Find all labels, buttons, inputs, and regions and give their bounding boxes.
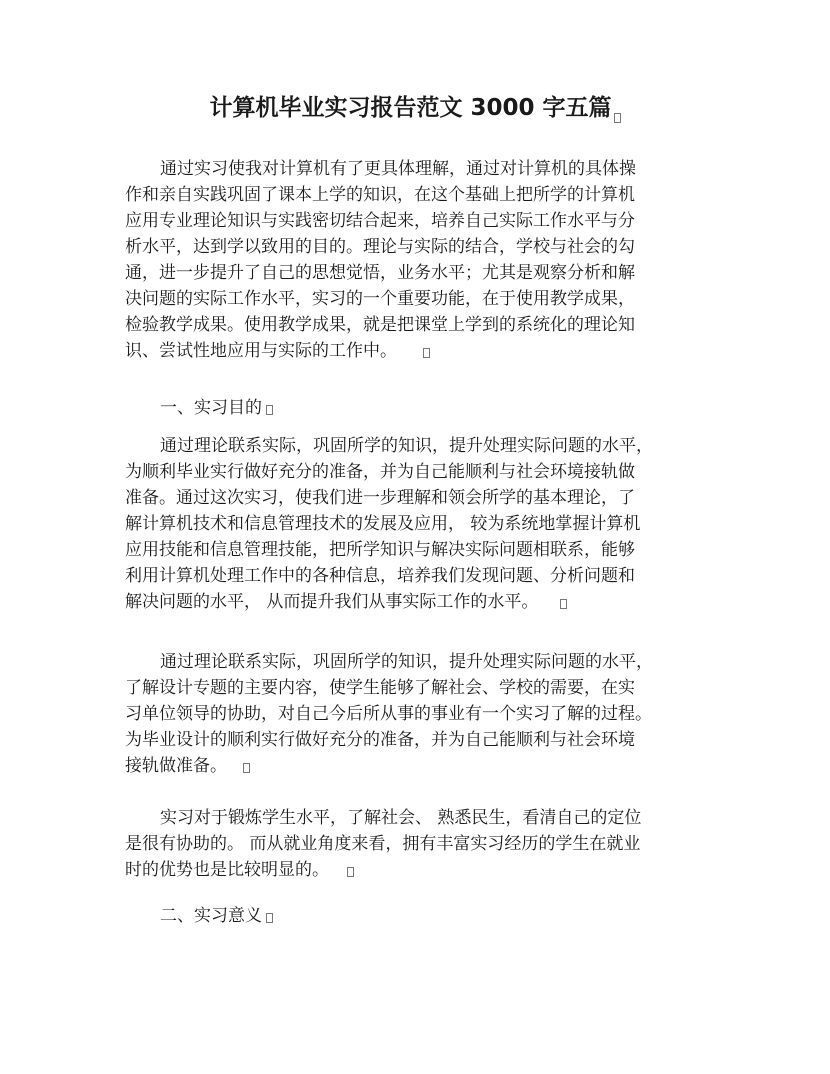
text-line: 通过理论联系实际，巩固所学的知识，提升处理实际问题的水平， [160, 652, 653, 672]
text-line: 习单位领导的协助，对自己今后所从事的事业有一个实习了解的过程。 [125, 704, 652, 724]
paragraph-mark-icon [614, 113, 621, 123]
text-line-last [125, 858, 354, 882]
paragraph-mark-icon [266, 913, 273, 923]
section-heading-text: 一、实习目的 [160, 398, 262, 418]
text-line-content: 接轨做准备。 [125, 756, 227, 776]
text-line-last [125, 590, 567, 614]
text-line-content: 解决问题的水平， 从而提升我们从事实际工作的水平。 [125, 592, 539, 612]
section-heading-text: 二、实习意义 [160, 906, 262, 926]
section-heading-line [160, 904, 273, 928]
paragraph-mark-icon [423, 348, 430, 358]
text-line: 为顺利毕业实行做好充分的准备，并为自己能顺利与社会环境接轨做 [125, 462, 635, 482]
paragraph-mark-icon [266, 405, 273, 415]
text-line: 实习对于锻炼学生水平，了解社会、 熟悉民生，看清自己的定位 [160, 808, 642, 828]
text-line-content: 时的优势也是比较明显的。 [125, 860, 329, 880]
text-line: 析水平，达到学以致用的目的。理论与实际的结合，学校与社会的勾 [125, 237, 635, 257]
text-line: 应用技能和信息管理技能，把所学知识与解决实际问题相联系，能够 [125, 540, 635, 560]
text-line: 为毕业设计的顺利实行做好充分的准备，并为自己能顺利与社会环境 [125, 730, 635, 750]
text-line: 准备。通过这次实习，使我们进一步理解和领会所学的基本理论，了 [125, 488, 635, 508]
text-line-content: 识、尝试性地应用与实际的工作中。 [125, 341, 397, 361]
text-line-last [125, 339, 430, 363]
section-heading-line [160, 396, 273, 420]
text-line: 决问题的实际工作水平，实习的一个重要功能，在于使用教学成果， [125, 289, 635, 309]
text-line: 应用专业理论知识与实践密切结合起来，培养自己实际工作水平与分 [125, 211, 635, 231]
document-title [0, 93, 830, 123]
document-title-text: 计算机毕业实习报告范文 3000 字五篇 [209, 95, 612, 121]
text-line: 是很有协助的。 而从就业角度来看，拥有丰富实习经历的学生在就业 [125, 834, 641, 854]
text-line: 通过理论联系实际，巩固所学的知识，提升处理实际问题的水平， [160, 436, 653, 456]
text-line: 通过实习使我对计算机有了更具体理解，通过对计算机的具体操 [160, 159, 636, 179]
paragraph-mark-icon [347, 867, 354, 877]
paragraph-mark-icon [243, 763, 250, 773]
paragraph-mark-icon [560, 599, 567, 609]
text-line: 利用计算机处理工作中的各种信息，培养我们发现问题、分析问题和 [125, 566, 635, 586]
text-line: 检验教学成果。使用教学成果，就是把课堂上学到的系统化的理论知 [125, 315, 635, 335]
text-line: 通，进一步提升了自己的思想觉悟，业务水平；尤其是观察分析和解 [125, 263, 635, 283]
text-line: 作和亲自实践巩固了课本上学的知识，在这个基础上把所学的计算机 [125, 185, 635, 205]
text-line-last [125, 754, 250, 778]
text-line: 了解设计专题的主要内容，使学生能够了解社会、学校的需要，在实 [125, 678, 635, 698]
text-line: 解计算机技术和信息管理技术的发展及应用， 较为系统地掌握计算机 [125, 514, 641, 534]
